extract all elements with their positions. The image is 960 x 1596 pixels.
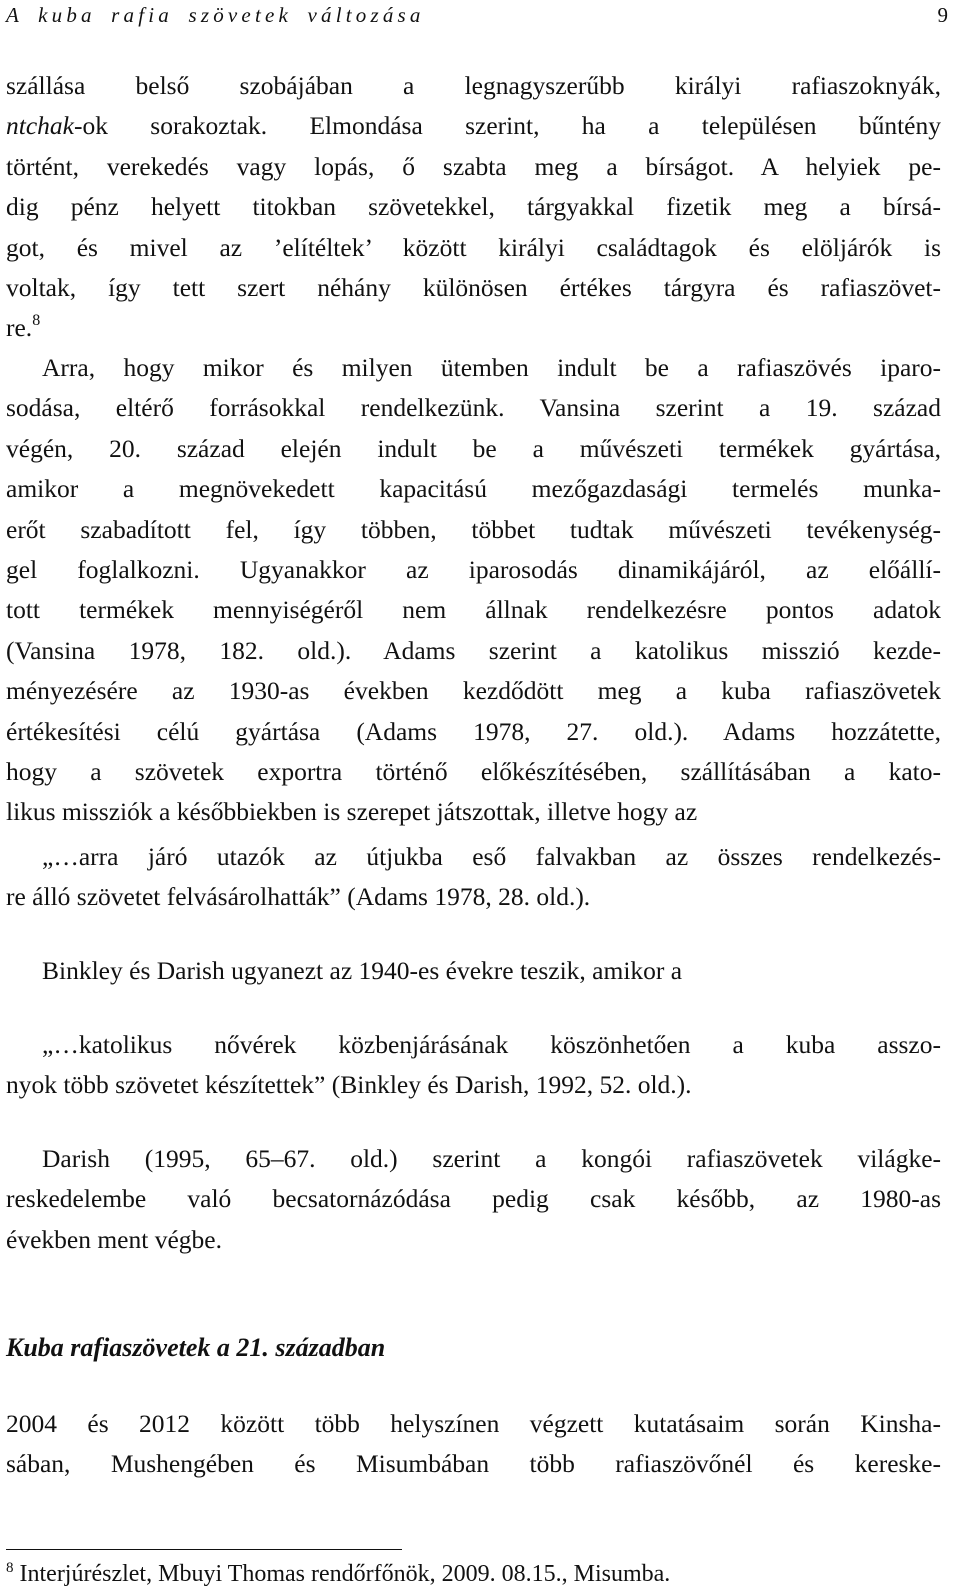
text-line: Darish (1995, 65–67. old.) szerint a kongói rafiaszövetek világke-	[42, 1144, 941, 1173]
quote-line: „…arra járó utazók az útjukba eső falvakban az összes rendelkezés-	[42, 842, 941, 871]
text-line: történt, verekedés vagy lopás, ő szabta meg a bírságot. A helyiek pe-	[6, 151, 941, 181]
text-line	[6, 106, 941, 146]
text-line: voltak, így tett szert néhány különösen értékes tárgyra és rafiaszövet-	[6, 273, 941, 303]
text-line: sodása, eltérő forrásokkal rendelkezünk. Vansina szerint a 19. század	[6, 393, 941, 423]
section-heading: Kuba rafiaszövetek a 21. században	[6, 1333, 386, 1362]
quote-line: „…katolikus nővérek közbenjárásának köszönhetően a kuba asszo-	[42, 1030, 941, 1059]
paragraph-4	[6, 1139, 941, 1260]
text-line: dig pénz helyett titokban szövetekkel, tárgyakkal fizetik meg a bírsá-	[6, 192, 941, 222]
text-line	[6, 308, 941, 348]
italic-term: ntchak	[6, 111, 74, 141]
text-line: amikor a megnövekedett kapacitású mezőgazdasági termelés munka-	[6, 474, 941, 504]
text-line: likus missziók a későbbiekben is szerepet játszottak, illetve hogy az	[6, 797, 698, 827]
text-line: (Vansina 1978, 182. old.). Adams szerint a katolikus misszió kezde-	[6, 635, 941, 665]
footnote-separator	[6, 1549, 402, 1550]
text-line: sában, Mushengében és Misumbában több rafiaszövőnél és kereske-	[6, 1449, 941, 1479]
text-line: végén, 20. század elején indult be a művészeti termékek gyártása,	[6, 433, 941, 463]
text-line: 2004 és 2012 között több helyszínen végzett kutatásaim során Kinsha-	[6, 1409, 941, 1438]
running-title: A kuba rafia szövetek változása	[6, 3, 425, 27]
text-line: ményezésére az 1930-as években kezdődött meg a kuba rafiaszövetek	[6, 676, 941, 706]
paragraph-2	[6, 348, 941, 833]
footnote-reference[interactable]: 8	[32, 312, 41, 330]
text-line: szállása belső szobájában a legnagyszerűbb királyi rafiaszoknyák,	[6, 71, 941, 100]
text-line: értékesítési célú gyártása (Adams 1978, 27. old.). Adams hozzátette,	[6, 716, 941, 746]
paragraph-3	[6, 951, 941, 991]
text-line: Arra, hogy mikor és milyen ütemben indult be a rafiaszövés iparo-	[42, 353, 941, 382]
text-line: got, és mivel az ’elítéltek’ között királyi családtagok és elöljárók is	[6, 232, 941, 262]
paragraph-1	[6, 66, 941, 349]
text-line: reskedelembe való becsatornázódása pedig csak később, az 1980-as	[6, 1184, 941, 1214]
text-line: Binkley és Darish ugyanezt az 1940-es évekre teszik, amikor a	[42, 956, 683, 985]
quote-line: re álló szövetet felvásárolhatták” (Adams 1978, 28. old.).	[6, 882, 591, 912]
footnote	[6, 1556, 670, 1592]
footnote-mark: 8	[6, 1560, 14, 1576]
text-line: gel foglalkozni. Ugyanakkor az iparosodás dinamikájáról, az előállí-	[6, 555, 941, 585]
text-line: erőt szabadított fel, így többen, többet tudtak művészeti tevékenység-	[6, 514, 941, 544]
running-header	[6, 0, 948, 34]
text-line: tott termékek mennyiségéről nem állnak rendelkezésre pontos adatok	[6, 595, 941, 625]
text-line-text: re.	[6, 313, 33, 343]
text-line: hogy a szövetek exportra történő előkészítésében, szállításában a kato-	[6, 757, 941, 787]
page-number: 9	[937, 3, 948, 27]
block-quote-2	[6, 1025, 941, 1106]
quote-line: nyok több szövetet készítettek” (Binkley és Darish, 1992, 52. old.).	[6, 1070, 692, 1100]
text-line: években ment végbe.	[6, 1224, 222, 1254]
block-quote-1	[6, 837, 941, 918]
text-line-rest: -ok sorakoztak. Elmondása szerint, ha a településen bűntény	[73, 111, 941, 141]
footnote-text: Interjúrészlet, Mbuyi Thomas rendőrfőnök, 2009. 08.15., Misumba.	[13, 1561, 671, 1587]
paragraph-5	[6, 1404, 941, 1485]
